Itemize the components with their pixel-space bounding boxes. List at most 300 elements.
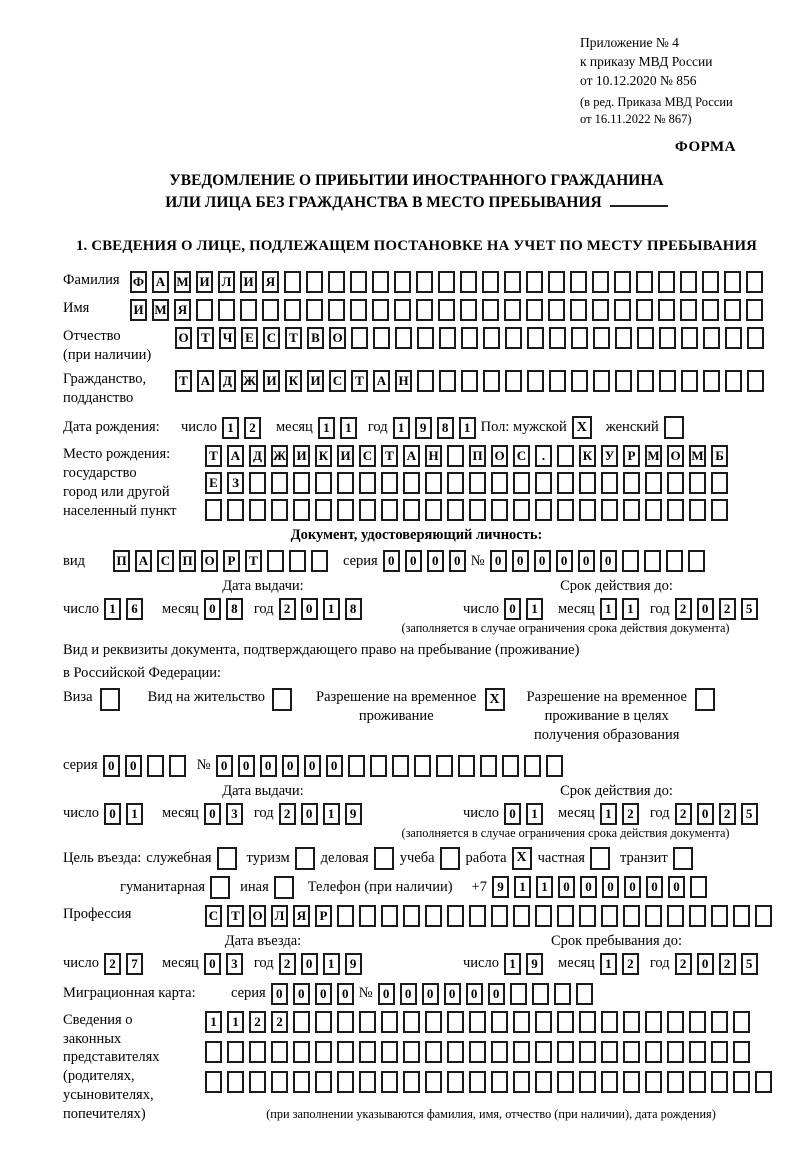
char-cell[interactable]	[447, 1011, 464, 1033]
char-cell[interactable]: 0	[504, 598, 521, 620]
char-cell[interactable]: 1	[126, 803, 143, 825]
char-cell[interactable]	[311, 550, 328, 572]
char-cell[interactable]	[491, 1071, 508, 1093]
char-cell[interactable]	[601, 1041, 618, 1063]
char-cell[interactable]	[636, 299, 653, 321]
char-cell[interactable]	[526, 299, 543, 321]
char-cell[interactable]: 9	[345, 803, 362, 825]
char-cell[interactable]	[711, 472, 728, 494]
char-cell[interactable]	[447, 445, 464, 467]
char-cell[interactable]: И	[196, 271, 213, 293]
char-cell[interactable]	[315, 1041, 332, 1063]
char-cell[interactable]	[733, 905, 750, 927]
char-cell[interactable]: 1	[600, 598, 617, 620]
char-cell[interactable]	[337, 905, 354, 927]
char-cell[interactable]	[271, 1041, 288, 1063]
char-cell[interactable]	[381, 499, 398, 521]
char-cell[interactable]: С	[157, 550, 174, 572]
purpose-transit-checkbox[interactable]	[673, 847, 693, 870]
char-cell[interactable]	[249, 1071, 266, 1093]
birth-year-input[interactable]	[393, 417, 481, 439]
birth-place-input-3[interactable]	[205, 499, 733, 521]
char-cell[interactable]	[392, 755, 409, 777]
char-cell[interactable]	[579, 1041, 596, 1063]
char-cell[interactable]: О	[201, 550, 218, 572]
char-cell[interactable]: 1	[323, 598, 340, 620]
char-cell[interactable]: 1	[459, 417, 476, 439]
char-cell[interactable]	[395, 327, 412, 349]
char-cell[interactable]	[293, 1041, 310, 1063]
char-cell[interactable]: Ж	[241, 370, 258, 392]
birth-month-input[interactable]	[318, 417, 362, 439]
id-doc-issue-year[interactable]	[279, 598, 367, 620]
char-cell[interactable]	[262, 299, 279, 321]
char-cell[interactable]	[601, 499, 618, 521]
char-cell[interactable]: 0	[400, 983, 417, 1005]
char-cell[interactable]	[425, 499, 442, 521]
firstname-input[interactable]	[130, 299, 768, 321]
char-cell[interactable]: 5	[741, 803, 758, 825]
char-cell[interactable]	[306, 299, 323, 321]
char-cell[interactable]	[284, 299, 301, 321]
char-cell[interactable]: 0	[580, 876, 597, 898]
stay-year[interactable]	[675, 953, 763, 975]
char-cell[interactable]: 3	[226, 803, 243, 825]
char-cell[interactable]	[381, 905, 398, 927]
char-cell[interactable]: 0	[216, 755, 233, 777]
char-cell[interactable]	[513, 1071, 530, 1093]
char-cell[interactable]	[747, 327, 764, 349]
char-cell[interactable]	[249, 499, 266, 521]
char-cell[interactable]: 0	[512, 550, 529, 572]
char-cell[interactable]: 0	[444, 983, 461, 1005]
char-cell[interactable]	[249, 472, 266, 494]
char-cell[interactable]: 0	[646, 876, 663, 898]
char-cell[interactable]	[306, 271, 323, 293]
char-cell[interactable]	[623, 1011, 640, 1033]
char-cell[interactable]	[680, 299, 697, 321]
char-cell[interactable]	[359, 905, 376, 927]
char-cell[interactable]	[169, 755, 186, 777]
char-cell[interactable]	[689, 1041, 706, 1063]
char-cell[interactable]	[615, 370, 632, 392]
char-cell[interactable]	[579, 499, 596, 521]
char-cell[interactable]	[315, 1071, 332, 1093]
char-cell[interactable]: 0	[697, 953, 714, 975]
char-cell[interactable]: О	[329, 327, 346, 349]
char-cell[interactable]: 0	[697, 598, 714, 620]
char-cell[interactable]	[147, 755, 164, 777]
char-cell[interactable]	[240, 299, 257, 321]
char-cell[interactable]	[483, 327, 500, 349]
char-cell[interactable]: 1	[205, 1011, 222, 1033]
char-cell[interactable]: 0	[427, 550, 444, 572]
char-cell[interactable]	[447, 905, 464, 927]
char-cell[interactable]: Д	[219, 370, 236, 392]
male-checkbox[interactable]: X	[572, 416, 592, 439]
char-cell[interactable]	[447, 499, 464, 521]
char-cell[interactable]	[549, 370, 566, 392]
char-cell[interactable]: 2	[622, 803, 639, 825]
char-cell[interactable]: 0	[238, 755, 255, 777]
char-cell[interactable]	[733, 1071, 750, 1093]
char-cell[interactable]	[271, 499, 288, 521]
char-cell[interactable]	[337, 472, 354, 494]
char-cell[interactable]: 6	[126, 598, 143, 620]
char-cell[interactable]	[513, 905, 530, 927]
residence-issue-day[interactable]	[104, 803, 148, 825]
char-cell[interactable]	[689, 1011, 706, 1033]
char-cell[interactable]	[513, 1041, 530, 1063]
char-cell[interactable]: Ж	[271, 445, 288, 467]
char-cell[interactable]	[658, 299, 675, 321]
entry-month[interactable]	[204, 953, 248, 975]
char-cell[interactable]	[593, 327, 610, 349]
char-cell[interactable]	[524, 755, 541, 777]
char-cell[interactable]: 0	[293, 983, 310, 1005]
char-cell[interactable]	[667, 472, 684, 494]
char-cell[interactable]	[469, 1011, 486, 1033]
char-cell[interactable]	[403, 1011, 420, 1033]
purpose-business-checkbox[interactable]	[217, 847, 237, 870]
char-cell[interactable]	[746, 299, 763, 321]
char-cell[interactable]	[614, 271, 631, 293]
char-cell[interactable]: 0	[301, 598, 318, 620]
char-cell[interactable]	[623, 1071, 640, 1093]
char-cell[interactable]	[293, 499, 310, 521]
char-cell[interactable]: А	[403, 445, 420, 467]
char-cell[interactable]	[557, 445, 574, 467]
char-cell[interactable]	[535, 1041, 552, 1063]
char-cell[interactable]	[689, 905, 706, 927]
char-cell[interactable]: 1	[318, 417, 335, 439]
char-cell[interactable]	[289, 550, 306, 572]
char-cell[interactable]	[491, 472, 508, 494]
char-cell[interactable]	[416, 271, 433, 293]
char-cell[interactable]: 0	[271, 983, 288, 1005]
char-cell[interactable]	[535, 1011, 552, 1033]
char-cell[interactable]	[359, 1011, 376, 1033]
purpose-other-checkbox[interactable]	[274, 876, 294, 899]
char-cell[interactable]	[658, 271, 675, 293]
char-cell[interactable]	[227, 499, 244, 521]
char-cell[interactable]	[394, 299, 411, 321]
profession-input[interactable]	[205, 905, 777, 927]
char-cell[interactable]	[372, 299, 389, 321]
char-cell[interactable]	[557, 905, 574, 927]
char-cell[interactable]	[645, 1041, 662, 1063]
char-cell[interactable]: Т	[351, 370, 368, 392]
char-cell[interactable]: 1	[222, 417, 239, 439]
purpose-commercial-checkbox[interactable]	[374, 847, 394, 870]
char-cell[interactable]	[711, 1041, 728, 1063]
char-cell[interactable]: 8	[437, 417, 454, 439]
char-cell[interactable]	[667, 1041, 684, 1063]
char-cell[interactable]: И	[337, 445, 354, 467]
char-cell[interactable]: 0	[602, 876, 619, 898]
char-cell[interactable]	[527, 370, 544, 392]
char-cell[interactable]	[659, 327, 676, 349]
char-cell[interactable]: И	[240, 271, 257, 293]
char-cell[interactable]	[571, 327, 588, 349]
char-cell[interactable]	[570, 271, 587, 293]
char-cell[interactable]: 8	[345, 598, 362, 620]
char-cell[interactable]: 0	[125, 755, 142, 777]
char-cell[interactable]	[623, 905, 640, 927]
char-cell[interactable]: У	[601, 445, 618, 467]
char-cell[interactable]	[370, 755, 387, 777]
char-cell[interactable]	[725, 370, 742, 392]
char-cell[interactable]	[526, 271, 543, 293]
char-cell[interactable]: 0	[103, 755, 120, 777]
char-cell[interactable]: 0	[383, 550, 400, 572]
char-cell[interactable]: Ф	[130, 271, 147, 293]
representatives-input-2[interactable]	[205, 1041, 777, 1063]
char-cell[interactable]: 1	[600, 953, 617, 975]
char-cell[interactable]: 3	[226, 953, 243, 975]
birth-day-input[interactable]	[222, 417, 266, 439]
char-cell[interactable]	[350, 271, 367, 293]
char-cell[interactable]: 1	[340, 417, 357, 439]
char-cell[interactable]: 0	[490, 550, 507, 572]
char-cell[interactable]	[623, 472, 640, 494]
char-cell[interactable]	[681, 327, 698, 349]
char-cell[interactable]: 0	[422, 983, 439, 1005]
char-cell[interactable]	[337, 1041, 354, 1063]
char-cell[interactable]: 1	[227, 1011, 244, 1033]
char-cell[interactable]	[447, 472, 464, 494]
char-cell[interactable]	[458, 755, 475, 777]
char-cell[interactable]	[417, 327, 434, 349]
char-cell[interactable]: 9	[526, 953, 543, 975]
char-cell[interactable]	[667, 1071, 684, 1093]
char-cell[interactable]	[482, 271, 499, 293]
char-cell[interactable]	[205, 1041, 222, 1063]
char-cell[interactable]	[746, 271, 763, 293]
id-doc-number-input[interactable]	[490, 550, 710, 572]
char-cell[interactable]: 2	[719, 598, 736, 620]
char-cell[interactable]: А	[135, 550, 152, 572]
char-cell[interactable]	[461, 327, 478, 349]
char-cell[interactable]: 2	[271, 1011, 288, 1033]
char-cell[interactable]	[483, 370, 500, 392]
char-cell[interactable]	[372, 271, 389, 293]
char-cell[interactable]	[702, 271, 719, 293]
char-cell[interactable]: Р	[315, 905, 332, 927]
char-cell[interactable]	[592, 271, 609, 293]
char-cell[interactable]: И	[307, 370, 324, 392]
char-cell[interactable]: 0	[282, 755, 299, 777]
char-cell[interactable]	[439, 370, 456, 392]
char-cell[interactable]	[725, 327, 742, 349]
char-cell[interactable]: 0	[301, 803, 318, 825]
char-cell[interactable]	[504, 299, 521, 321]
purpose-private-checkbox[interactable]	[590, 847, 610, 870]
char-cell[interactable]	[403, 1041, 420, 1063]
char-cell[interactable]	[579, 472, 596, 494]
char-cell[interactable]: Т	[245, 550, 262, 572]
char-cell[interactable]	[513, 472, 530, 494]
char-cell[interactable]: П	[469, 445, 486, 467]
residence-series-input[interactable]	[103, 755, 191, 777]
char-cell[interactable]	[328, 299, 345, 321]
char-cell[interactable]	[359, 499, 376, 521]
representatives-input-3[interactable]	[205, 1071, 777, 1093]
char-cell[interactable]: 8	[226, 598, 243, 620]
char-cell[interactable]	[461, 370, 478, 392]
char-cell[interactable]	[196, 299, 213, 321]
female-checkbox[interactable]	[664, 416, 684, 439]
char-cell[interactable]	[293, 1071, 310, 1093]
char-cell[interactable]	[359, 1071, 376, 1093]
char-cell[interactable]	[644, 550, 661, 572]
char-cell[interactable]: 0	[204, 953, 221, 975]
char-cell[interactable]	[425, 1011, 442, 1033]
char-cell[interactable]	[636, 271, 653, 293]
char-cell[interactable]: 1	[393, 417, 410, 439]
char-cell[interactable]	[535, 1071, 552, 1093]
char-cell[interactable]	[557, 1011, 574, 1033]
char-cell[interactable]	[469, 1071, 486, 1093]
char-cell[interactable]: Р	[623, 445, 640, 467]
char-cell[interactable]	[439, 327, 456, 349]
char-cell[interactable]	[680, 271, 697, 293]
char-cell[interactable]: Л	[271, 905, 288, 927]
char-cell[interactable]	[227, 1071, 244, 1093]
char-cell[interactable]: 1	[504, 953, 521, 975]
char-cell[interactable]	[373, 327, 390, 349]
char-cell[interactable]	[480, 755, 497, 777]
char-cell[interactable]	[733, 1011, 750, 1033]
char-cell[interactable]	[755, 1071, 772, 1093]
residence-valid-year[interactable]	[675, 803, 763, 825]
residence-permit-checkbox[interactable]	[272, 688, 292, 711]
char-cell[interactable]: С	[329, 370, 346, 392]
char-cell[interactable]: 1	[526, 598, 543, 620]
char-cell[interactable]: 0	[556, 550, 573, 572]
char-cell[interactable]: Я	[174, 299, 191, 321]
char-cell[interactable]: И	[293, 445, 310, 467]
char-cell[interactable]	[703, 327, 720, 349]
char-cell[interactable]: 9	[492, 876, 509, 898]
char-cell[interactable]: 0	[104, 803, 121, 825]
char-cell[interactable]	[205, 499, 222, 521]
char-cell[interactable]: 2	[279, 953, 296, 975]
char-cell[interactable]	[403, 472, 420, 494]
char-cell[interactable]	[666, 550, 683, 572]
char-cell[interactable]: К	[285, 370, 302, 392]
char-cell[interactable]	[505, 370, 522, 392]
residence-issue-year[interactable]	[279, 803, 367, 825]
char-cell[interactable]: 2	[719, 953, 736, 975]
char-cell[interactable]: А	[227, 445, 244, 467]
char-cell[interactable]: М	[174, 271, 191, 293]
char-cell[interactable]: Т	[285, 327, 302, 349]
char-cell[interactable]	[218, 299, 235, 321]
edu-residence-checkbox[interactable]	[695, 688, 715, 711]
stay-month[interactable]	[600, 953, 644, 975]
id-doc-series-input[interactable]	[383, 550, 471, 572]
char-cell[interactable]	[491, 905, 508, 927]
migration-series-input[interactable]	[271, 983, 359, 1005]
char-cell[interactable]	[557, 499, 574, 521]
char-cell[interactable]	[601, 1071, 618, 1093]
char-cell[interactable]: 1	[600, 803, 617, 825]
char-cell[interactable]	[469, 905, 486, 927]
char-cell[interactable]	[711, 1011, 728, 1033]
char-cell[interactable]: 0	[326, 755, 343, 777]
char-cell[interactable]: Е	[241, 327, 258, 349]
char-cell[interactable]	[337, 499, 354, 521]
char-cell[interactable]	[293, 472, 310, 494]
char-cell[interactable]	[491, 499, 508, 521]
char-cell[interactable]	[667, 499, 684, 521]
char-cell[interactable]	[447, 1041, 464, 1063]
char-cell[interactable]	[315, 1011, 332, 1033]
char-cell[interactable]	[557, 1041, 574, 1063]
char-cell[interactable]	[351, 327, 368, 349]
char-cell[interactable]: Д	[249, 445, 266, 467]
char-cell[interactable]	[681, 370, 698, 392]
char-cell[interactable]: 5	[741, 598, 758, 620]
char-cell[interactable]: 0	[301, 953, 318, 975]
char-cell[interactable]	[438, 271, 455, 293]
char-cell[interactable]	[510, 983, 527, 1005]
char-cell[interactable]	[491, 1041, 508, 1063]
char-cell[interactable]	[548, 299, 565, 321]
purpose-study-checkbox[interactable]	[440, 847, 460, 870]
char-cell[interactable]	[579, 905, 596, 927]
char-cell[interactable]	[350, 299, 367, 321]
char-cell[interactable]	[403, 905, 420, 927]
char-cell[interactable]	[645, 1071, 662, 1093]
phone-input[interactable]	[492, 876, 712, 898]
id-doc-type-input[interactable]	[113, 550, 333, 572]
char-cell[interactable]: 1	[323, 953, 340, 975]
char-cell[interactable]: В	[307, 327, 324, 349]
char-cell[interactable]	[532, 983, 549, 1005]
char-cell[interactable]: 1	[526, 803, 543, 825]
char-cell[interactable]: К	[315, 445, 332, 467]
char-cell[interactable]	[622, 550, 639, 572]
char-cell[interactable]: С	[513, 445, 530, 467]
char-cell[interactable]	[659, 370, 676, 392]
char-cell[interactable]: Н	[395, 370, 412, 392]
char-cell[interactable]	[637, 327, 654, 349]
char-cell[interactable]	[703, 370, 720, 392]
char-cell[interactable]: 1	[622, 598, 639, 620]
id-doc-valid-day[interactable]	[504, 598, 548, 620]
char-cell[interactable]: 0	[697, 803, 714, 825]
char-cell[interactable]	[227, 1041, 244, 1063]
id-doc-valid-year[interactable]	[675, 598, 763, 620]
char-cell[interactable]	[667, 1011, 684, 1033]
id-doc-issue-day[interactable]	[104, 598, 148, 620]
char-cell[interactable]: 2	[719, 803, 736, 825]
char-cell[interactable]: 0	[624, 876, 641, 898]
char-cell[interactable]: О	[491, 445, 508, 467]
char-cell[interactable]: С	[263, 327, 280, 349]
char-cell[interactable]	[554, 983, 571, 1005]
char-cell[interactable]	[711, 905, 728, 927]
char-cell[interactable]	[557, 472, 574, 494]
char-cell[interactable]	[482, 299, 499, 321]
char-cell[interactable]: 0	[534, 550, 551, 572]
migration-number-input[interactable]	[378, 983, 598, 1005]
char-cell[interactable]	[381, 1071, 398, 1093]
char-cell[interactable]	[381, 1041, 398, 1063]
char-cell[interactable]: 0	[449, 550, 466, 572]
